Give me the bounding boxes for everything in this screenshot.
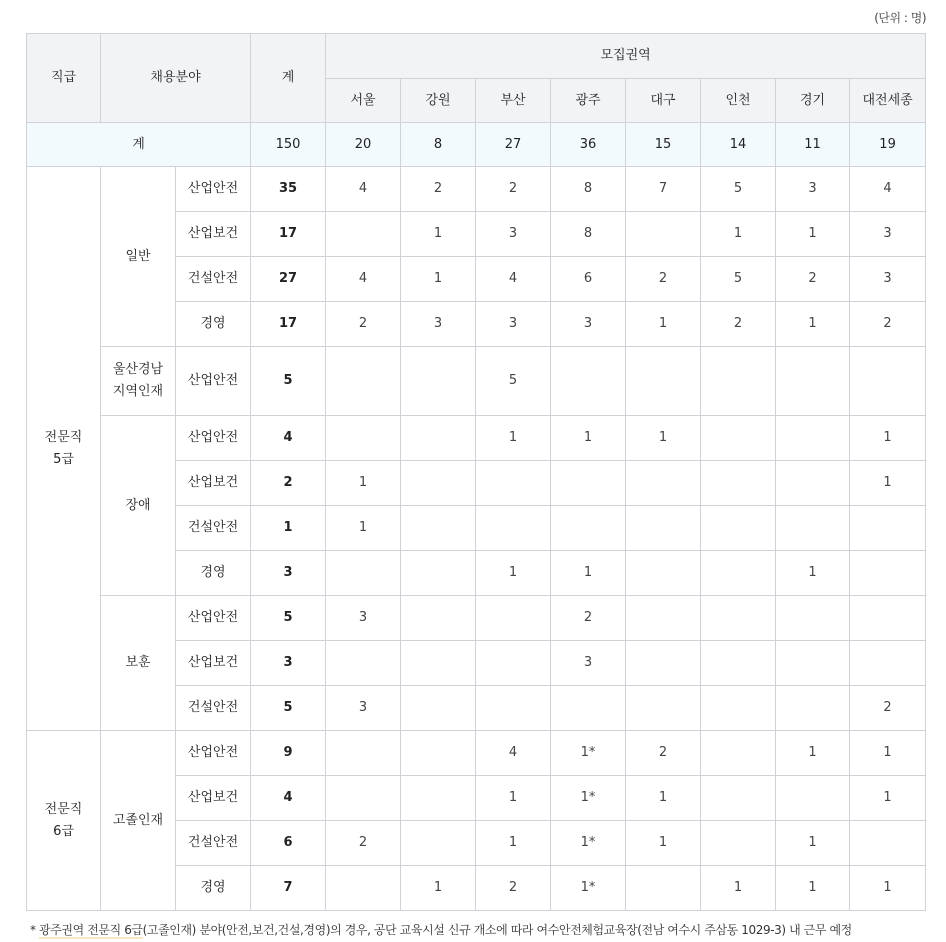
- region-value: [401, 686, 476, 731]
- region-value: 1: [626, 416, 701, 461]
- region-value: 2: [551, 596, 626, 641]
- region-value: 1*: [551, 821, 626, 866]
- region-value: [701, 506, 776, 551]
- region-value: [476, 641, 551, 686]
- footnote: [30, 921, 852, 938]
- region-value: [326, 416, 401, 461]
- field-cell: 산업안전: [176, 596, 251, 641]
- table-row: [27, 167, 926, 212]
- region-value: 2: [850, 302, 926, 347]
- region-value: 3: [401, 302, 476, 347]
- header-region: 광주: [551, 79, 626, 123]
- total-region-value: 11: [776, 123, 850, 167]
- total-label: 계: [27, 123, 251, 167]
- region-value: [326, 347, 401, 416]
- region-value: [850, 347, 926, 416]
- region-value: 1: [850, 776, 926, 821]
- region-value: 3: [326, 596, 401, 641]
- region-value: 1: [401, 866, 476, 911]
- region-value: [551, 506, 626, 551]
- region-value: [401, 506, 476, 551]
- region-value: [326, 551, 401, 596]
- field-cell: 건설안전: [176, 821, 251, 866]
- region-value: 3: [476, 212, 551, 257]
- row-sum: 2: [251, 461, 326, 506]
- region-value: 4: [326, 167, 401, 212]
- region-value: [701, 347, 776, 416]
- region-value: [401, 731, 476, 776]
- region-value: 4: [850, 167, 926, 212]
- region-value: 1: [476, 416, 551, 461]
- region-value: 2: [850, 686, 926, 731]
- total-region-value: 14: [701, 123, 776, 167]
- field-cell: 건설안전: [176, 257, 251, 302]
- header-region: 부산: [476, 79, 551, 123]
- region-value: [776, 416, 850, 461]
- cell-line: 장애: [125, 497, 151, 513]
- total-region-value: 19: [850, 123, 926, 167]
- row-sum: 17: [251, 212, 326, 257]
- region-value: [326, 212, 401, 257]
- region-value: [626, 641, 701, 686]
- cell-line: 지역인재: [112, 384, 164, 399]
- table-header: [27, 34, 926, 123]
- total-region-value: 15: [626, 123, 701, 167]
- region-value: 1: [326, 506, 401, 551]
- region-value: 6: [551, 257, 626, 302]
- region-value: 1: [850, 866, 926, 911]
- region-value: [326, 731, 401, 776]
- field-cell: 산업안전: [176, 416, 251, 461]
- field-cell: 산업보건: [176, 461, 251, 506]
- region-value: 4: [476, 731, 551, 776]
- cell-line: 6급: [53, 823, 74, 839]
- region-value: [476, 461, 551, 506]
- region-value: 2: [476, 167, 551, 212]
- region-value: 7: [626, 167, 701, 212]
- region-value: [401, 821, 476, 866]
- region-value: 1*: [551, 776, 626, 821]
- region-value: [626, 347, 701, 416]
- row-sum: 3: [251, 551, 326, 596]
- row-sum: 27: [251, 257, 326, 302]
- region-value: 2: [626, 731, 701, 776]
- region-value: 3: [476, 302, 551, 347]
- region-value: 2: [701, 302, 776, 347]
- region-value: 1: [551, 416, 626, 461]
- region-value: 1: [701, 866, 776, 911]
- subgroup-cell: [101, 416, 176, 596]
- field-cell: 경영: [176, 302, 251, 347]
- region-value: [701, 551, 776, 596]
- region-value: 4: [326, 257, 401, 302]
- region-value: 3: [551, 641, 626, 686]
- grade-cell: [27, 167, 101, 731]
- region-value: [401, 596, 476, 641]
- grade-cell: [27, 731, 101, 911]
- region-value: [850, 551, 926, 596]
- region-value: 1: [626, 821, 701, 866]
- subgroup-cell: [101, 347, 176, 416]
- region-value: 3: [850, 212, 926, 257]
- region-value: [476, 686, 551, 731]
- region-value: 1: [776, 866, 850, 911]
- row-sum: 17: [251, 302, 326, 347]
- header-region: 대전세종: [850, 79, 926, 123]
- region-value: 3: [551, 302, 626, 347]
- header-region: 강원: [401, 79, 476, 123]
- region-value: [326, 866, 401, 911]
- total-region-value: 36: [551, 123, 626, 167]
- region-value: 1: [776, 731, 850, 776]
- header-region: 경기: [776, 79, 850, 123]
- region-value: 1*: [551, 866, 626, 911]
- region-value: 5: [701, 257, 776, 302]
- total-row: [27, 123, 926, 167]
- cell-line: 전문직: [44, 429, 83, 445]
- region-value: 1: [401, 257, 476, 302]
- region-value: [850, 821, 926, 866]
- region-value: 8: [551, 167, 626, 212]
- region-value: [701, 686, 776, 731]
- region-value: 8: [551, 212, 626, 257]
- row-sum: 7: [251, 866, 326, 911]
- unit-label: (단위 : 명): [874, 11, 926, 25]
- row-sum: 9: [251, 731, 326, 776]
- region-value: [701, 641, 776, 686]
- cell-line: 보훈: [125, 655, 151, 670]
- cell-line: 일반: [125, 248, 151, 264]
- region-value: 1: [626, 302, 701, 347]
- region-value: [850, 641, 926, 686]
- region-value: [701, 776, 776, 821]
- field-cell: 산업안전: [176, 347, 251, 416]
- region-value: [701, 596, 776, 641]
- total-sum: 150: [251, 123, 326, 167]
- region-value: 2: [776, 257, 850, 302]
- region-value: [626, 866, 701, 911]
- field-cell: 산업보건: [176, 776, 251, 821]
- region-value: 1: [850, 461, 926, 506]
- region-value: [776, 776, 850, 821]
- region-value: 1: [776, 821, 850, 866]
- region-value: [776, 686, 850, 731]
- field-cell: 산업안전: [176, 167, 251, 212]
- region-value: [401, 641, 476, 686]
- region-value: [776, 347, 850, 416]
- region-value: 1: [776, 212, 850, 257]
- region-value: 1: [626, 776, 701, 821]
- region-value: 1: [476, 551, 551, 596]
- region-value: [401, 461, 476, 506]
- region-value: 1: [701, 212, 776, 257]
- total-region-value: 20: [326, 123, 401, 167]
- header-total: 계: [251, 34, 326, 123]
- region-value: [701, 731, 776, 776]
- region-value: [626, 551, 701, 596]
- region-value: [626, 506, 701, 551]
- region-value: 1*: [551, 731, 626, 776]
- cell-line: 전문직: [44, 801, 83, 817]
- region-value: 1: [551, 551, 626, 596]
- region-value: [776, 596, 850, 641]
- region-value: [401, 776, 476, 821]
- region-value: [551, 461, 626, 506]
- region-value: [776, 641, 850, 686]
- field-cell: 산업보건: [176, 641, 251, 686]
- region-value: 5: [476, 347, 551, 416]
- region-value: 1: [850, 731, 926, 776]
- region-value: 2: [626, 257, 701, 302]
- region-value: [626, 596, 701, 641]
- row-sum: 1: [251, 506, 326, 551]
- footnote-prefix: *: [30, 923, 40, 937]
- region-value: [701, 416, 776, 461]
- cell-line: 고졸인재: [112, 812, 164, 828]
- cell-line: 울산경남: [112, 362, 164, 377]
- total-region-value: 27: [476, 123, 551, 167]
- table-row: [27, 596, 926, 641]
- region-value: 1: [476, 776, 551, 821]
- region-value: 5: [701, 167, 776, 212]
- region-value: [551, 686, 626, 731]
- row-sum: 35: [251, 167, 326, 212]
- header-region: 대구: [626, 79, 701, 123]
- row-sum: 4: [251, 776, 326, 821]
- region-value: [626, 461, 701, 506]
- table-row: [27, 731, 926, 776]
- region-value: [401, 416, 476, 461]
- header-field: 채용분야: [101, 34, 251, 123]
- region-value: [326, 776, 401, 821]
- region-value: [401, 551, 476, 596]
- region-value: 1: [776, 302, 850, 347]
- region-value: 2: [401, 167, 476, 212]
- recruitment-table: [26, 33, 926, 911]
- subgroup-cell: [101, 167, 176, 347]
- region-value: [476, 596, 551, 641]
- footnote-text: (고졸인재) 분야(안전,보건,건설,경영)의 경우, 공단 교육시설 신규 개소에 따라 여수안전체험교육장(전남 여수시 주삼동 1029-3) 내 근무 예정: [142, 923, 852, 937]
- region-value: [776, 506, 850, 551]
- table-row: [27, 416, 926, 461]
- subgroup-cell: [101, 596, 176, 731]
- region-value: 3: [326, 686, 401, 731]
- region-value: [850, 596, 926, 641]
- region-value: 1: [476, 821, 551, 866]
- row-sum: 6: [251, 821, 326, 866]
- region-value: 2: [326, 821, 401, 866]
- region-value: [701, 821, 776, 866]
- region-value: [850, 506, 926, 551]
- region-value: 1: [776, 551, 850, 596]
- region-value: [626, 686, 701, 731]
- header-region-group: 모집권역: [326, 34, 926, 79]
- field-cell: 산업안전: [176, 731, 251, 776]
- region-value: 1: [850, 416, 926, 461]
- region-value: 1: [401, 212, 476, 257]
- row-sum: 3: [251, 641, 326, 686]
- row-sum: 4: [251, 416, 326, 461]
- field-cell: 건설안전: [176, 506, 251, 551]
- header-region: 인천: [701, 79, 776, 123]
- header-region: 서울: [326, 79, 401, 123]
- field-cell: 건설안전: [176, 686, 251, 731]
- cell-line: 5급: [53, 451, 74, 467]
- region-value: [701, 461, 776, 506]
- region-value: 1: [326, 461, 401, 506]
- footnote-highlight: 광주권역 전문직 6급: [39, 923, 143, 937]
- region-value: [401, 347, 476, 416]
- region-value: 3: [776, 167, 850, 212]
- field-cell: 경영: [176, 551, 251, 596]
- region-value: [476, 506, 551, 551]
- table-row: [27, 347, 926, 416]
- region-value: [326, 641, 401, 686]
- field-cell: 산업보건: [176, 212, 251, 257]
- region-value: 3: [850, 257, 926, 302]
- field-cell: 경영: [176, 866, 251, 911]
- region-value: 4: [476, 257, 551, 302]
- row-sum: 5: [251, 347, 326, 416]
- header-grade: 직급: [27, 34, 101, 123]
- region-value: [551, 347, 626, 416]
- region-value: 2: [476, 866, 551, 911]
- subgroup-cell: [101, 731, 176, 911]
- row-sum: 5: [251, 596, 326, 641]
- region-value: 2: [326, 302, 401, 347]
- row-sum: 5: [251, 686, 326, 731]
- total-region-value: 8: [401, 123, 476, 167]
- region-value: [776, 461, 850, 506]
- region-value: [626, 212, 701, 257]
